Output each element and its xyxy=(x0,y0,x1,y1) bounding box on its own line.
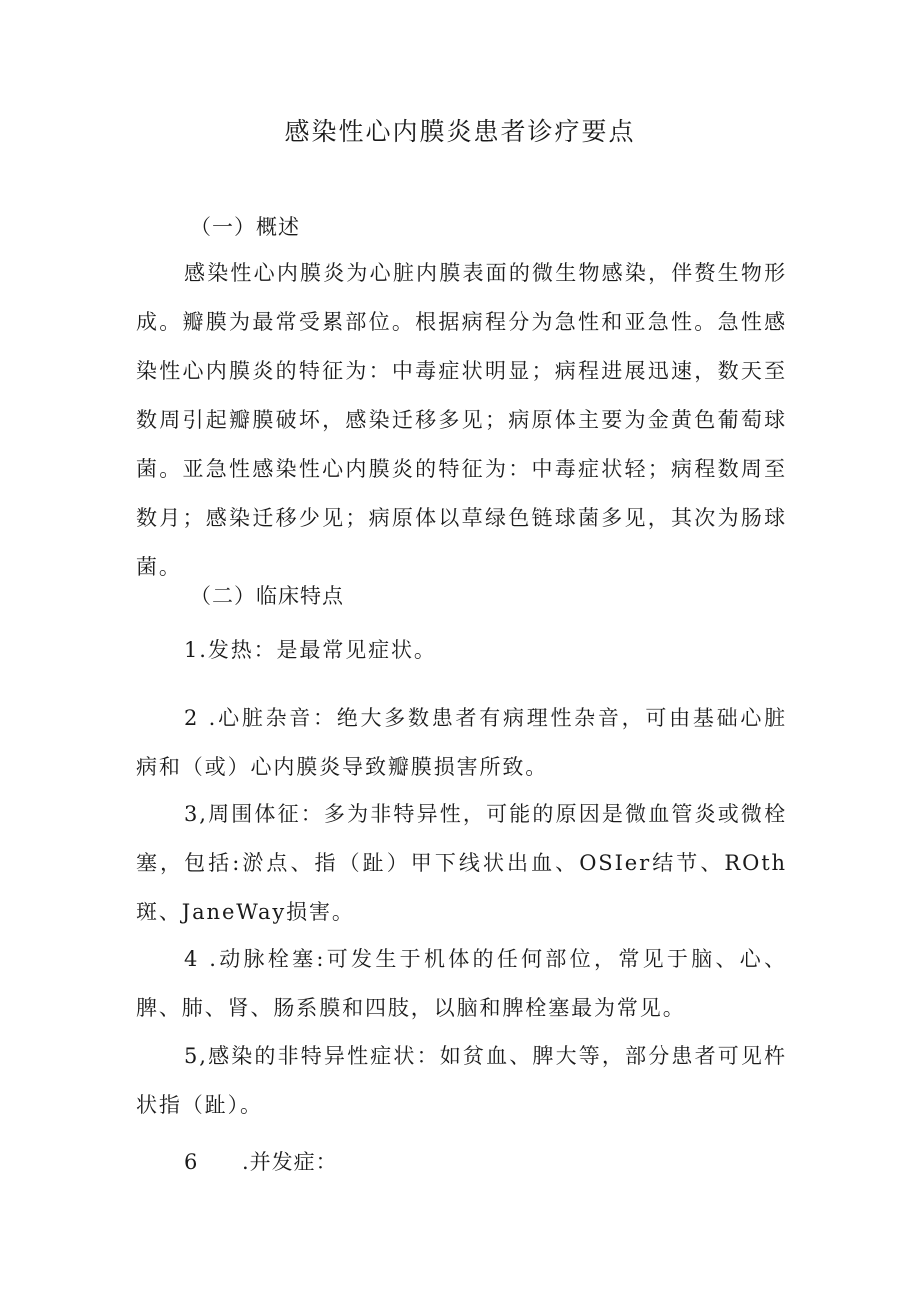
section-heading-overview: （一）概述 xyxy=(190,215,300,239)
clinical-item-6 xyxy=(184,1147,338,1177)
clinical-item-4: 4 .动脉栓塞:可发生于机体的任何部位，常见于脑、心、脾、肺、肾、肠系膜和四肢，以脑和脾栓塞最为常见。 xyxy=(136,947,787,1020)
clinical-item-6-text: .并发症： xyxy=(242,1150,338,1174)
clinical-item-3: 3,周围体征：多为非特异性，可能的原因是微血管炎或微栓塞，包括:淤点、指（趾）甲下线状出血、OSIer结节、ROth斑、JaneWay损害。 xyxy=(136,802,787,924)
clinical-item-2: 2 .心脏杂音：绝大多数患者有病理性杂音，可由基础心脏病和（或）心内膜炎导致瓣膜损害所致。 xyxy=(136,706,787,779)
clinical-item-1: 1.发热：是最常见症状。 xyxy=(184,638,437,662)
section-heading-clinical-features: （二）临床特点 xyxy=(190,584,344,608)
clinical-item-5: 5,感染的非特异性症状：如贫血、脾大等，部分患者可见杵状指（趾）。 xyxy=(136,1044,787,1117)
document-title: 感染性心内膜炎患者诊疗要点 xyxy=(284,117,636,146)
clinical-item-6-number: 6 xyxy=(184,1150,199,1174)
overview-paragraph: 感染性心内膜炎为心脏内膜表面的微生物感染，伴赘生物形成。瓣膜为最常受累部位。根据病程分为急性和亚急性。急性感染性心内膜炎的特征为：中毒症状明显；病程进展迅速，数天至数周引起瓣膜破坏，感染迁移多见；病原体主要为金黄色葡萄球菌。亚急性感染性心内膜炎的特征为：中毒症状轻；病程数周至数月；感染迁移少见；病原体以草绿色链球菌多见，其次为肠球菌。 xyxy=(136,261,787,579)
